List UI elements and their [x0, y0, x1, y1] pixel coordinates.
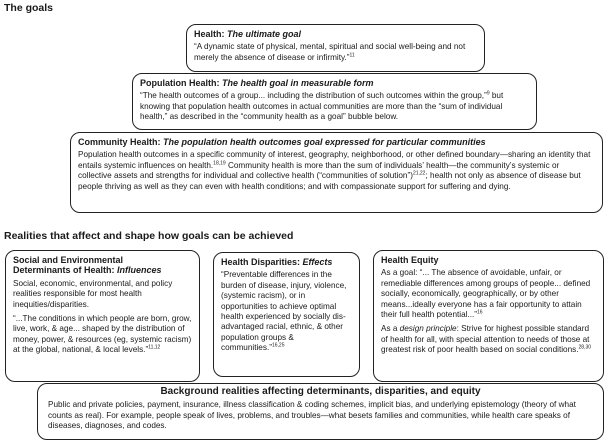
health-goal-box [186, 24, 485, 72]
population-health-title: Population Health: The health goal in measurable form [140, 78, 374, 88]
background-realities-text: Public and private policies, payment, insurance, illness classification & coding schemes, implicit bias, and underlying epistemology (theory of what counts as real). For example, people speak of lives, problems, and troubles—what besets families and communities, while health care speaks of diseases, diagnoses, and codes. [48, 400, 576, 431]
goals-heading: The goals [4, 2, 54, 14]
health-equity-box [373, 250, 604, 382]
population-health-box [132, 73, 537, 130]
background-realities-title: Background realities affecting determinants, disparities, and equity [160, 386, 481, 397]
disparities-definition: “Preventable differences in the burden of disease, injury, violence, (systemic racism), or in opportunities to achieve optimal health experienced by socially dis-advantaged racial, ethnic, & other population groups & communities.”$^{16,25}$ [221, 270, 347, 353]
community-health-title: Community Health: The population health outcomes goal expressed for particular communities [78, 137, 486, 147]
disparities-box [213, 252, 360, 377]
community-health-definition: Population health outcomes in a specific community of interest, geography, neighborhood, or other defined boundary—sharing an identity that entails systemic influences on health.$^{18,19}$ Community health is more than the sum of individuals’ health—the community’s systemic or collective assets and strengths for individual and collective health (“communities of solution”)$^{21,22}$; health not only as absence of disease but people thriving as well as they can even with health conditions; and with compassionate support for suffering and dying. [78, 150, 591, 191]
determinants-quote: “...The conditions in which people are born, grow, live, work, & age... shaped by the distribution of money, power, & resources (eg, systemic racism) at the global, national, & local levels.”$^{11,12}$ [13, 314, 192, 355]
determinants-title: Social and Environmental Determinants of Health: Influences [13, 255, 162, 276]
background-realities-box [37, 383, 604, 440]
health-goal-title: Health: The ultimate goal [194, 29, 302, 39]
community-health-box [70, 132, 603, 213]
disparities-title: Health Disparities: Effects [221, 257, 333, 267]
population-health-definition: “The health outcomes of a group... including the distribution of such outcomes within the group,”$^9$ but knowing that population health outcomes in actual communities are more than the “sum of individual health,” as described in the “community health as a goal” bubble below. [140, 90, 504, 122]
determinants-box [5, 250, 200, 382]
health-goal-definition: “A dynamic state of physical, mental, spiritual and social well-being and not merely the absence of disease or infirmity.”$^{11}$ [194, 42, 466, 62]
health-equity-title: Health Equity [381, 255, 439, 265]
determinants-description: Social, economic, environmental, and policy realities responsible for most health inequities/disparities. [13, 278, 173, 309]
health-equity-goal: As a goal: “... The absence of avoidable, unfair, or remediable differences among groups of people... defined socially, economically, geographically, or by other means...ideally everyone has a fair opportunity to attain their full health potential...”$^{16}$ [381, 268, 591, 320]
health-equity-principle: As a design principle: Strive for highest possible standard of health for all, with special attention to needs of those at greatest risk of poor health based on social conditions.$^{28,30}$ [381, 324, 592, 355]
realities-heading: Realities that affect and shape how goals can be achieved [4, 230, 294, 242]
